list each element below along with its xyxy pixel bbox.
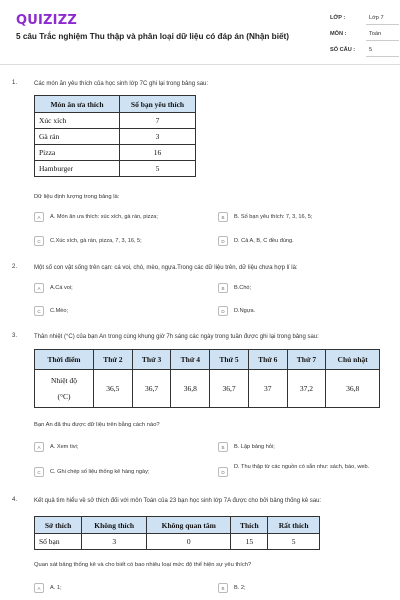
option-c[interactable] — [34, 235, 142, 247]
meta-label: MÔN : — [330, 31, 347, 37]
page-header — [0, 0, 400, 64]
table-cell: 37,2 — [287, 370, 326, 408]
table-cell: Xúc xích — [35, 113, 120, 129]
header-divider — [0, 64, 400, 65]
option-text: B. 2; — [234, 585, 246, 591]
option-d[interactable] — [218, 235, 294, 247]
table-cell: 37 — [248, 370, 287, 408]
row-label-line: (°C) — [57, 391, 71, 401]
option-key: D — [218, 236, 228, 246]
table-header: Số bạn yêu thích — [120, 96, 196, 113]
option-key: B — [218, 283, 228, 293]
question-number: 1. — [12, 80, 18, 86]
option-text: D. Thu thập từ các nguồn có sẵn như: sách, báo, web. — [234, 464, 370, 470]
option-c[interactable] — [34, 305, 68, 317]
table-cell: 16 — [120, 145, 196, 161]
option-a[interactable] — [34, 211, 158, 223]
table-header: Thứ 3 — [132, 350, 171, 370]
option-text: A. Xem tivi; — [50, 444, 79, 450]
option-key: A — [34, 283, 44, 293]
option-text: D. Cả A, B, C đều đúng. — [234, 238, 294, 244]
question-text: Thân nhiệt (°C) của bạn An trong cùng khung giờ 7h sáng các ngày trong tuần được ghi lại trong bảng sau: — [34, 334, 319, 340]
table-header: Thích — [231, 517, 268, 534]
table-header: Món ăn ưa thích — [35, 96, 120, 113]
option-text: D.Ngựa. — [234, 308, 256, 314]
option-text: C.Mèo; — [50, 308, 69, 314]
option-key: B — [218, 583, 228, 593]
option-key: A — [34, 212, 44, 222]
table-header: Thứ 4 — [171, 350, 210, 370]
option-text: C.Xúc xích, gà rán, pizza, 7, 3, 16, 5; — [50, 238, 142, 244]
table-row — [35, 161, 196, 177]
option-text: C. Ghi chép số liệu thống kê hàng ngày; — [50, 469, 150, 475]
table-header: Chủ nhật — [326, 350, 380, 370]
table-cell: Pizza — [35, 145, 120, 161]
table-header: Thứ 7 — [287, 350, 326, 370]
table-cell: 36,5 — [94, 370, 133, 408]
option-b[interactable] — [218, 211, 312, 223]
option-text: A. Món ăn ưa thích: xúc xích, gà rán, pizza; — [50, 214, 158, 220]
option-d[interactable] — [218, 463, 388, 481]
question-2 — [12, 264, 392, 324]
table-cell: 5 — [120, 161, 196, 177]
table-row — [35, 534, 320, 550]
question-number: 3. — [12, 333, 18, 339]
table-header: Sở thích — [35, 517, 82, 534]
option-text: B.Chó; — [234, 285, 252, 291]
table-row — [35, 113, 196, 129]
meta-label: LỚP : — [330, 15, 346, 21]
question-text: Kết quả tìm hiểu về sở thích đối với môn Toán của 23 bạn học sinh lớp 7A được cho bởi bảng thống kê sau: — [34, 498, 322, 504]
option-key: D — [218, 467, 228, 477]
meta-value: 5 — [366, 47, 399, 57]
favorite-food-table — [34, 95, 196, 177]
table-row-label — [35, 370, 94, 408]
option-key: B — [218, 442, 228, 452]
table-cell: 7 — [120, 113, 196, 129]
table-header: Thứ 5 — [210, 350, 249, 370]
question-1 — [12, 80, 392, 255]
option-a[interactable] — [34, 582, 62, 594]
question-subtext: Quan sát bảng thống kê và cho biết có bao nhiêu loại mức độ thể hiện sự yêu thích? — [34, 562, 252, 568]
option-key: C — [34, 236, 44, 246]
option-key: C — [34, 467, 44, 477]
table-cell: Gà rán — [35, 129, 120, 145]
option-key: C — [34, 306, 44, 316]
table-cell: 5 — [268, 534, 320, 550]
option-text: A. 1; — [50, 585, 62, 591]
option-key: D — [218, 306, 228, 316]
quizizz-logo: QUIZIZZ — [16, 13, 77, 28]
option-key: A — [34, 583, 44, 593]
meta-label: SỐ CÂU : — [330, 47, 356, 53]
option-d[interactable] — [218, 305, 255, 317]
question-3 — [12, 333, 392, 483]
question-number: 4. — [12, 497, 18, 503]
meta-value: Toán — [366, 31, 399, 41]
preference-table — [34, 516, 320, 550]
table-cell: 0 — [147, 534, 231, 550]
question-text: Một số con vật sống trên cạn: cá voi, chó, mèo, ngựa.Trong các dữ liệu trên, dữ liệu chưa hợp lí là: — [34, 265, 298, 271]
table-header: Rất thích — [268, 517, 320, 534]
option-b[interactable] — [218, 582, 246, 594]
table-header: Thứ 6 — [248, 350, 287, 370]
table-cell: 36,7 — [132, 370, 171, 408]
question-4 — [12, 497, 392, 600]
table-header: Thứ 2 — [94, 350, 133, 370]
option-key: A — [34, 442, 44, 452]
table-header: Thời điểm — [35, 350, 94, 370]
row-label-line: Nhiệt độ — [50, 375, 78, 385]
table-cell: 36,8 — [171, 370, 210, 408]
table-row — [35, 370, 380, 408]
table-header: Không quan tâm — [147, 517, 231, 534]
question-subtext: Dữ liệu định lượng trong bảng là: — [34, 194, 120, 200]
option-key: B — [218, 212, 228, 222]
option-text: B. Lập bảng hỏi; — [234, 444, 275, 450]
question-number: 2. — [12, 264, 18, 270]
table-cell: 3 — [120, 129, 196, 145]
option-b[interactable] — [218, 441, 275, 453]
table-row — [35, 145, 196, 161]
option-b[interactable] — [218, 282, 251, 294]
table-cell: 36,8 — [326, 370, 380, 408]
table-header: Không thích — [82, 517, 147, 534]
meta-value: Lớp 7 — [366, 15, 399, 25]
option-c[interactable] — [34, 466, 150, 478]
table-cell: Hamburger — [35, 161, 120, 177]
option-text: B. Số bạn yêu thích: 7, 3, 16, 5; — [234, 214, 313, 220]
document-title: 5 câu Trắc nghiệm Thu thập và phân loại dữ liệu có đáp án (Nhận biết) — [16, 32, 289, 41]
table-cell: Số bạn — [35, 534, 82, 550]
option-a[interactable] — [34, 282, 73, 294]
question-text: Các món ăn yêu thích của học sinh lớp 7C ghi lại trong bảng sau: — [34, 81, 209, 87]
question-subtext: Bạn An đã thu được dữ liệu trên bằng cách nào? — [34, 422, 160, 428]
table-cell: 36,7 — [210, 370, 249, 408]
table-cell: 15 — [231, 534, 268, 550]
temperature-table — [34, 349, 380, 408]
table-cell: 3 — [82, 534, 147, 550]
table-row — [35, 129, 196, 145]
option-text: A.Cá voi; — [50, 285, 73, 291]
option-a[interactable] — [34, 441, 78, 453]
